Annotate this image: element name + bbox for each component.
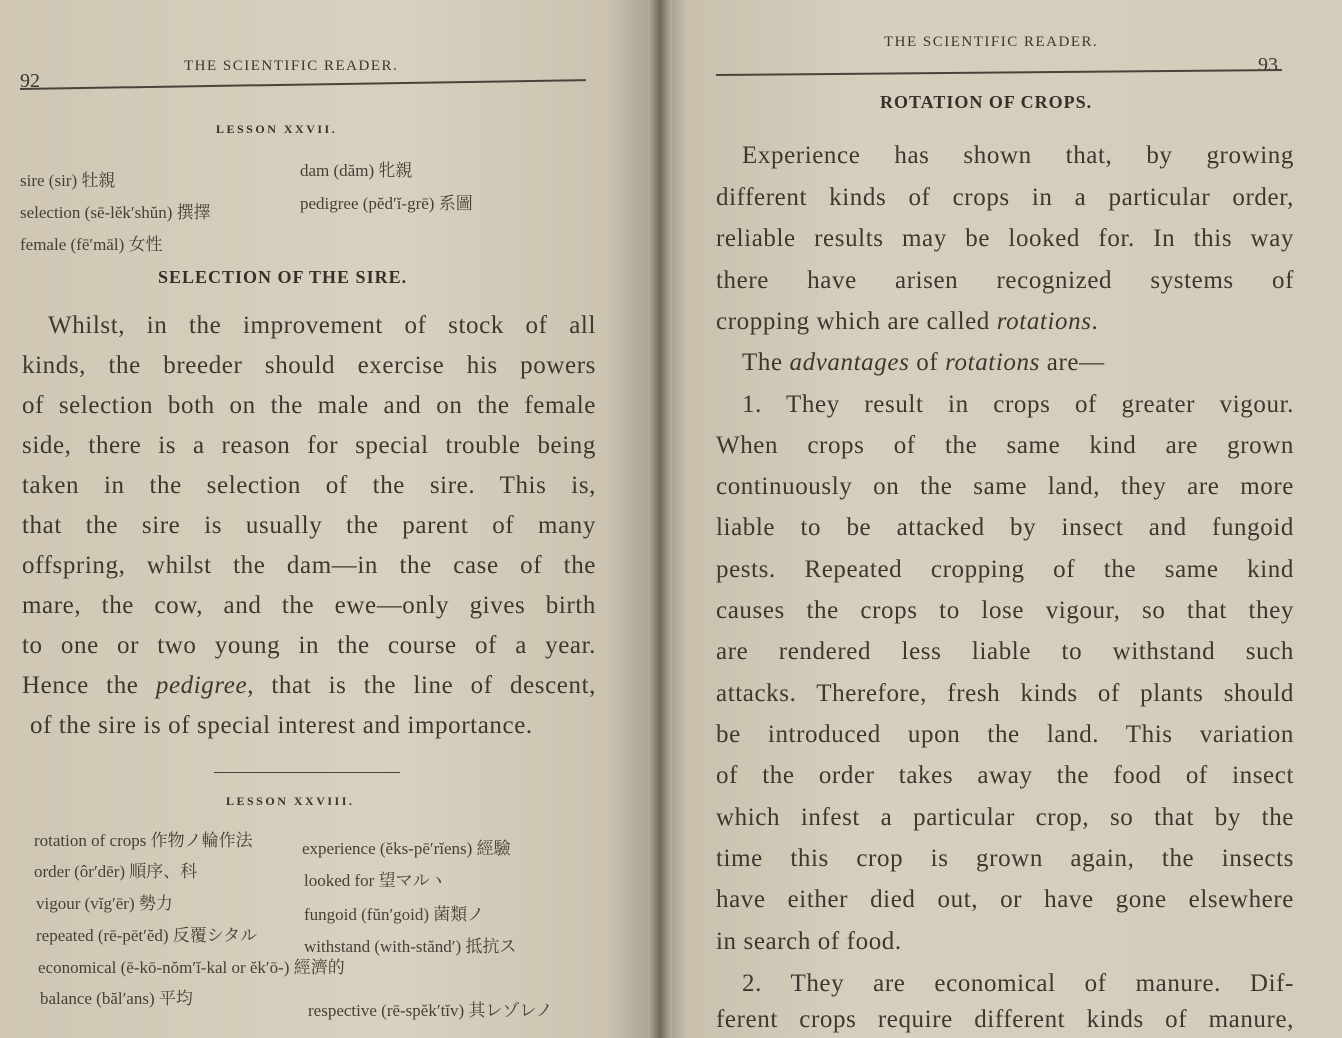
italic-term: advantages (789, 349, 910, 376)
page-number-left: 92 (20, 70, 40, 92)
lesson-27-title: LESSON XXVII. (216, 122, 338, 136)
paragraph-line: there have arisen recognized systems of (716, 267, 1294, 294)
vocab-item: pedigree (pĕd′ĭ-grē) 系圖 (300, 194, 473, 213)
italic-term: pedigree (155, 672, 248, 699)
paragraph-line: have either died out, or have gone elsewhere (716, 886, 1294, 913)
running-head-right: THE SCIENTIFIC READER. (884, 34, 1099, 50)
vocab-item: order (ôr′dēr) 順序、科 (34, 862, 198, 881)
paragraph-line: taken in the selection of the sire. This is, (22, 472, 596, 499)
paragraph-line: continuously on the same land, they are more (716, 473, 1294, 500)
lesson-28-title: LESSON XXVIII. (226, 794, 355, 808)
paragraph-line: in search of food. (716, 928, 902, 955)
paragraph-line: to one or two young in the course of a year. (22, 632, 596, 659)
section-heading-right: ROTATION OF CROPS. (880, 92, 1093, 112)
vocab-item: fungoid (fŭn′goid) 菌類ノ (304, 905, 485, 924)
vocab-item: sire (sir) 牡親 (20, 171, 116, 190)
paragraph-line: Whilst, in the improvement of stock of all (48, 312, 596, 339)
section-heading-left: SELECTION OF THE SIRE. (158, 267, 408, 287)
vocab-item: repeated (rē-pēt′ĕd) 反覆シタル (36, 926, 258, 945)
paragraph-line: causes the crops to lose vigour, so that they (716, 597, 1294, 624)
italic-term: rotations (945, 349, 1040, 376)
page-number-right: 93 (1258, 54, 1278, 76)
paragraph-line: liable to be attacked by insect and fungoid (716, 514, 1294, 541)
vocab-item: dam (dăm) 牝親 (300, 161, 413, 180)
paragraph-line: Experience has shown that, by growing (742, 142, 1294, 169)
vocab-item: looked for 望マルヽ (304, 871, 447, 890)
vocab-item: selection (sē-lĕk′shŭn) 撰擇 (20, 203, 211, 222)
paragraph-line: 2. They are economical of manure. Dif- (742, 970, 1294, 997)
paragraph-line: are rendered less liable to withstand such (716, 638, 1294, 665)
paragraph-line: When crops of the same kind are grown (716, 432, 1294, 459)
paragraph-line: of selection both on the male and on the female (22, 392, 596, 419)
vocab-item: respective (rē-spĕk′tĭv) 其レゾレノ (308, 1001, 553, 1020)
running-head-left: THE SCIENTIFIC READER. (184, 58, 399, 74)
paragraph-line: that the sire is usually the parent of many (22, 512, 596, 539)
vocab-item: withstand (with-stănd′) 抵抗ス (304, 937, 517, 956)
book-gutter (648, 0, 672, 1038)
paragraph-line: side, there is a reason for special trouble being (22, 432, 596, 459)
paragraph-line: time this crop is grown again, the insects (716, 845, 1294, 872)
paragraph-line: attacks. Therefore, fresh kinds of plants should (716, 680, 1294, 707)
paragraph-line: kinds, the breeder should exercise his powers (22, 352, 596, 379)
section-divider (214, 772, 400, 773)
paragraph-line: of the order takes away the food of insect (716, 762, 1294, 789)
paragraph-line-advantages: The advantages of rotations are— (742, 349, 1105, 376)
paragraph-line: different kinds of crops in a particular order, (716, 184, 1294, 211)
vocab-item: female (fē′māl) 女性 (20, 235, 163, 254)
paragraph-line: 1. They result in crops of greater vigour. (742, 391, 1294, 418)
paragraph-line: pests. Repeated cropping of the same kind (716, 556, 1294, 583)
paragraph-line: be introduced upon the land. This variation (716, 721, 1294, 748)
vocab-item: vigour (vĭg′ēr) 勢力 (36, 894, 173, 913)
paragraph-line-pedigree: Hence the pedigree, that is the line of descent, (22, 672, 597, 699)
paragraph-line: which infest a particular crop, so that by the (716, 804, 1294, 831)
vocab-item: balance (băl′ans) 平均 (40, 989, 193, 1008)
paragraph-line: offspring, whilst the dam—in the case of the (22, 552, 596, 579)
paragraph-line-rotations: cropping which are called rotations. (716, 308, 1099, 335)
paragraph-line: of the sire is of special interest and importance. (30, 712, 533, 739)
paragraph-line: ferent crops require different kinds of manure, (716, 1006, 1294, 1033)
vocab-item: rotation of crops 作物ノ輪作法 (34, 831, 253, 850)
paragraph-line: mare, the cow, and the ewe—only gives birth (22, 592, 596, 619)
italic-term: rotations (996, 308, 1092, 335)
paragraph-line: reliable results may be looked for. In this way (716, 225, 1294, 252)
vocab-item: experience (ĕks-pē′rĭens) 經驗 (302, 839, 511, 858)
vocab-item: economical (ē-kō-nŏm′ĭ-kal or ĕk′ō-) 經濟的 (38, 958, 345, 977)
